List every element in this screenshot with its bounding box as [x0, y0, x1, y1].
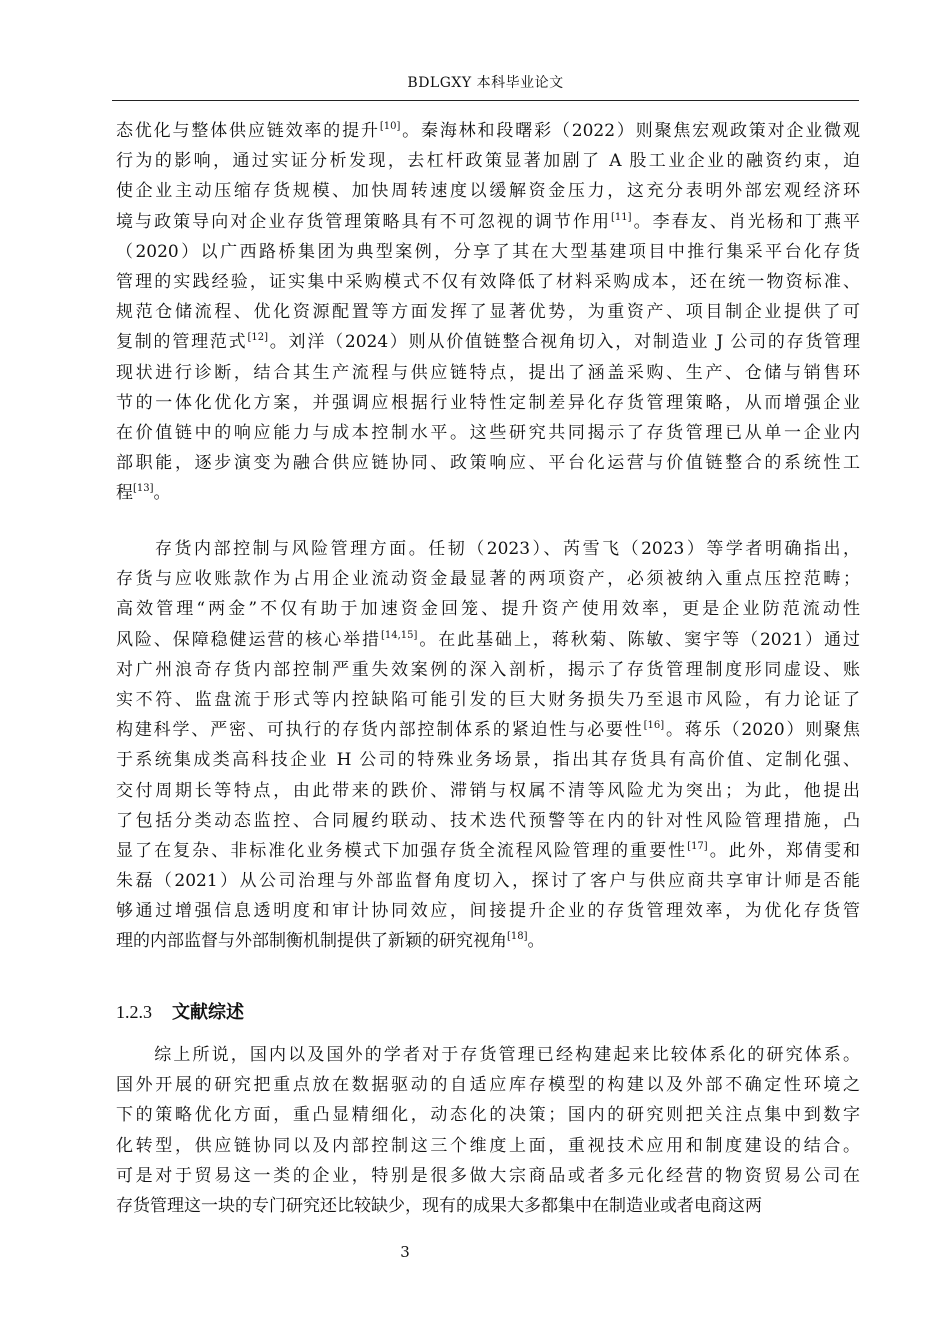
text-run: 现状进行诊断，结合其生产流程与供应链特点，提出了涵盖采购、生产、仓储与销售环: [116, 362, 860, 383]
text-run: 使企业主动压缩存货规模、加快周转速度以缓解资金压力，这充分表明外部宏观经济环: [116, 181, 860, 202]
text-line: [116, 564, 860, 594]
text-run: 。刘洋（2024）则从价值链整合视角切入，对制造业 J 公司的存货管理: [267, 332, 860, 353]
text-run: 存货与应收账款作为占用企业流动资金最显著的两项资产，必须被纳入重点压控范畴；: [116, 569, 860, 590]
text-run: 下的策略优化方面，重凸显精细化，动态化的决策；国内的研究则把关注点集中到数字: [116, 1105, 860, 1126]
section-heading: [116, 998, 244, 1024]
text-run: 程: [116, 483, 133, 504]
text-run: 在价值链中的响应能力与成本控制水平。这些研究共同揭示了存货管理已从单一企业内: [116, 422, 860, 443]
citation-ref: [16]: [643, 720, 665, 732]
text-run: 实不符、监盘流于形式等内控缺陷可能引发的巨大财务损失乃至退市风险，有力论证了: [116, 689, 860, 710]
text-line: [116, 1070, 860, 1100]
text-line: [116, 297, 860, 327]
citation-ref: [17]: [687, 840, 708, 852]
text-run: 行为的影响，通过实证分析发现，去杠杆政策显著加剧了 A 股工业企业的融资约束，迫: [116, 151, 860, 172]
text-line: [116, 116, 860, 146]
text-line: [116, 388, 860, 418]
text-line: [116, 685, 860, 715]
citation-ref: [14,15]: [380, 629, 418, 641]
text-run: 。此外，郑倩雯和: [707, 840, 861, 861]
text-line: [116, 358, 860, 388]
section-title: 文献综述: [172, 1002, 244, 1023]
text-run: 。蒋乐（2020）则聚焦: [664, 720, 861, 741]
text-line: [116, 207, 860, 237]
text-run: 理的内部监督与外部制衡机制提供了新颖的研究视角: [116, 931, 507, 952]
text-run: 交付周期长等特点，由此带来的跌价、滞销与权属不清等风险尤为突出；为此，他提出: [116, 780, 860, 801]
citation-ref: [10]: [379, 121, 401, 132]
paragraph-supply-chain-research: [116, 116, 860, 508]
text-line: [116, 836, 860, 866]
paragraph-literature-summary: [116, 1040, 860, 1221]
text-run: 构建科学、严密、可执行的存货内部控制体系的紧迫性与必要性: [116, 720, 644, 741]
text-run: 可是对于贸易这一类的企业，特别是很多做大宗商品或者多元化经营的物资贸易公司在: [116, 1165, 860, 1186]
page-number: 3: [400, 1243, 410, 1261]
text-run: 。在此基础上，蒋秋菊、陈敏、窦宇等（2021）通过: [417, 629, 861, 650]
text-run: 够通过增强信息透明度和审计协同效应，间接提升企业的存货管理效率，为优化存货管: [116, 901, 860, 922]
text-run: 管理的实践经验，证实集中采购模式不仅有效降低了材料采购成本，还在统一物资标准、: [116, 271, 860, 292]
text-run: 节的一体化优化方案，并强调应根据行业特性定制差异化存货管理策略，从而增强企业: [116, 392, 860, 413]
text-line: [116, 866, 860, 896]
text-line: [116, 418, 860, 448]
text-run: 。李春友、肖光杨和丁燕平: [631, 211, 861, 232]
text-line: [116, 715, 860, 745]
citation-ref: [12]: [247, 332, 268, 344]
citation-ref: [18]: [507, 931, 528, 943]
text-run: 对广州浪奇存货内部控制严重失效案例的深入剖析，揭示了存货管理制度形同虚设、账: [116, 659, 860, 680]
text-line: [116, 1161, 860, 1191]
text-run: 部职能，逐步演变为融合供应链协同、政策响应、平台化运营与价值链整合的系统性工: [116, 453, 860, 474]
text-run: 显了在复杂、非标准化业务模式下加强存货全流程风险管理的重要性: [116, 840, 688, 861]
text-line: [116, 146, 860, 176]
text-run: 国外开展的研究把重点放在数据驱动的自适应库存模型的构建以及外部不确定性环境之: [116, 1075, 860, 1096]
citation-ref: [13]: [133, 483, 154, 495]
text-line: [116, 478, 860, 508]
text-run: （2020）以广西路桥集团为典型案例，分享了其在大型基建项目中推行集采平台化存货: [116, 241, 860, 262]
text-line: [116, 448, 860, 478]
text-run: 。秦海林和段曙彩（2022）则聚焦宏观政策对企业微观: [400, 121, 861, 141]
text-line: [116, 1131, 860, 1161]
text-run: 了包括分类动态监控、合同履约联动、技术迭代预警等在内的针对性风险管理措施，凸: [116, 810, 860, 831]
text-line: [116, 896, 860, 926]
text-line: [116, 594, 860, 624]
text-run: 化转型，供应链协同以及内部控制这三个维度上面，重视技术应用和制度建设的结合。: [116, 1135, 860, 1156]
text-line: [116, 1100, 860, 1130]
running-header: BDLGXY 本科毕业论文: [407, 75, 564, 91]
text-line: [116, 745, 860, 775]
text-run: 复制的管理范式: [116, 332, 248, 353]
text-run: 高效管理“两金”不仅有助于加速资金回笼、提升资产使用效率，更是企业防范流动性: [116, 599, 860, 620]
text-line: [116, 625, 860, 655]
text-run: 风险、保障稳健运营的核心举措: [116, 629, 381, 650]
text-line: [116, 926, 860, 956]
text-line: [116, 1191, 860, 1221]
text-line: [116, 176, 860, 206]
section-number: 1.2.3: [116, 1002, 152, 1022]
text-run: 规范仓储流程、优化资源配置等方面发挥了显著优势，为重资产、项目制企业提供了可: [116, 302, 860, 323]
text-line: [116, 534, 860, 564]
text-line: [116, 776, 860, 806]
paragraph-internal-control-research: [116, 534, 860, 957]
text-line: [116, 655, 860, 685]
text-run: 境与政策导向对企业存货管理策略具有不可忽视的调节作用: [116, 211, 612, 232]
text-run: 。: [527, 931, 545, 952]
text-run: 存货管理这一块的专门研究还比较缺少，现有的成果大多都集中在制造业或者电商这两: [116, 1195, 762, 1216]
text-line: [116, 327, 860, 357]
citation-ref: [11]: [611, 211, 632, 223]
text-run: 存货内部控制与风险管理方面。任韧（2023）、芮雪飞（2023）等学者明确指出，: [116, 539, 860, 559]
text-line: [116, 267, 860, 297]
text-run: 于系统集成类高科技企业 H 公司的特殊业务场景，指出其存货具有高价值、定制化强、: [116, 750, 860, 771]
text-run: 态优化与整体供应链效率的提升: [116, 121, 380, 141]
text-line: [116, 1040, 860, 1070]
text-run: 朱磊（2021）从公司治理与外部监督角度切入，探讨了客户与供应商共享审计师是否能: [116, 871, 860, 892]
text-run: 综上所说，国内以及国外的学者对于存货管理已经构建起来比较体系化的研究体系。: [116, 1045, 860, 1065]
text-run: 。: [153, 483, 171, 504]
text-line: [116, 806, 860, 836]
text-line: [116, 237, 860, 267]
header-rule: [112, 100, 859, 101]
